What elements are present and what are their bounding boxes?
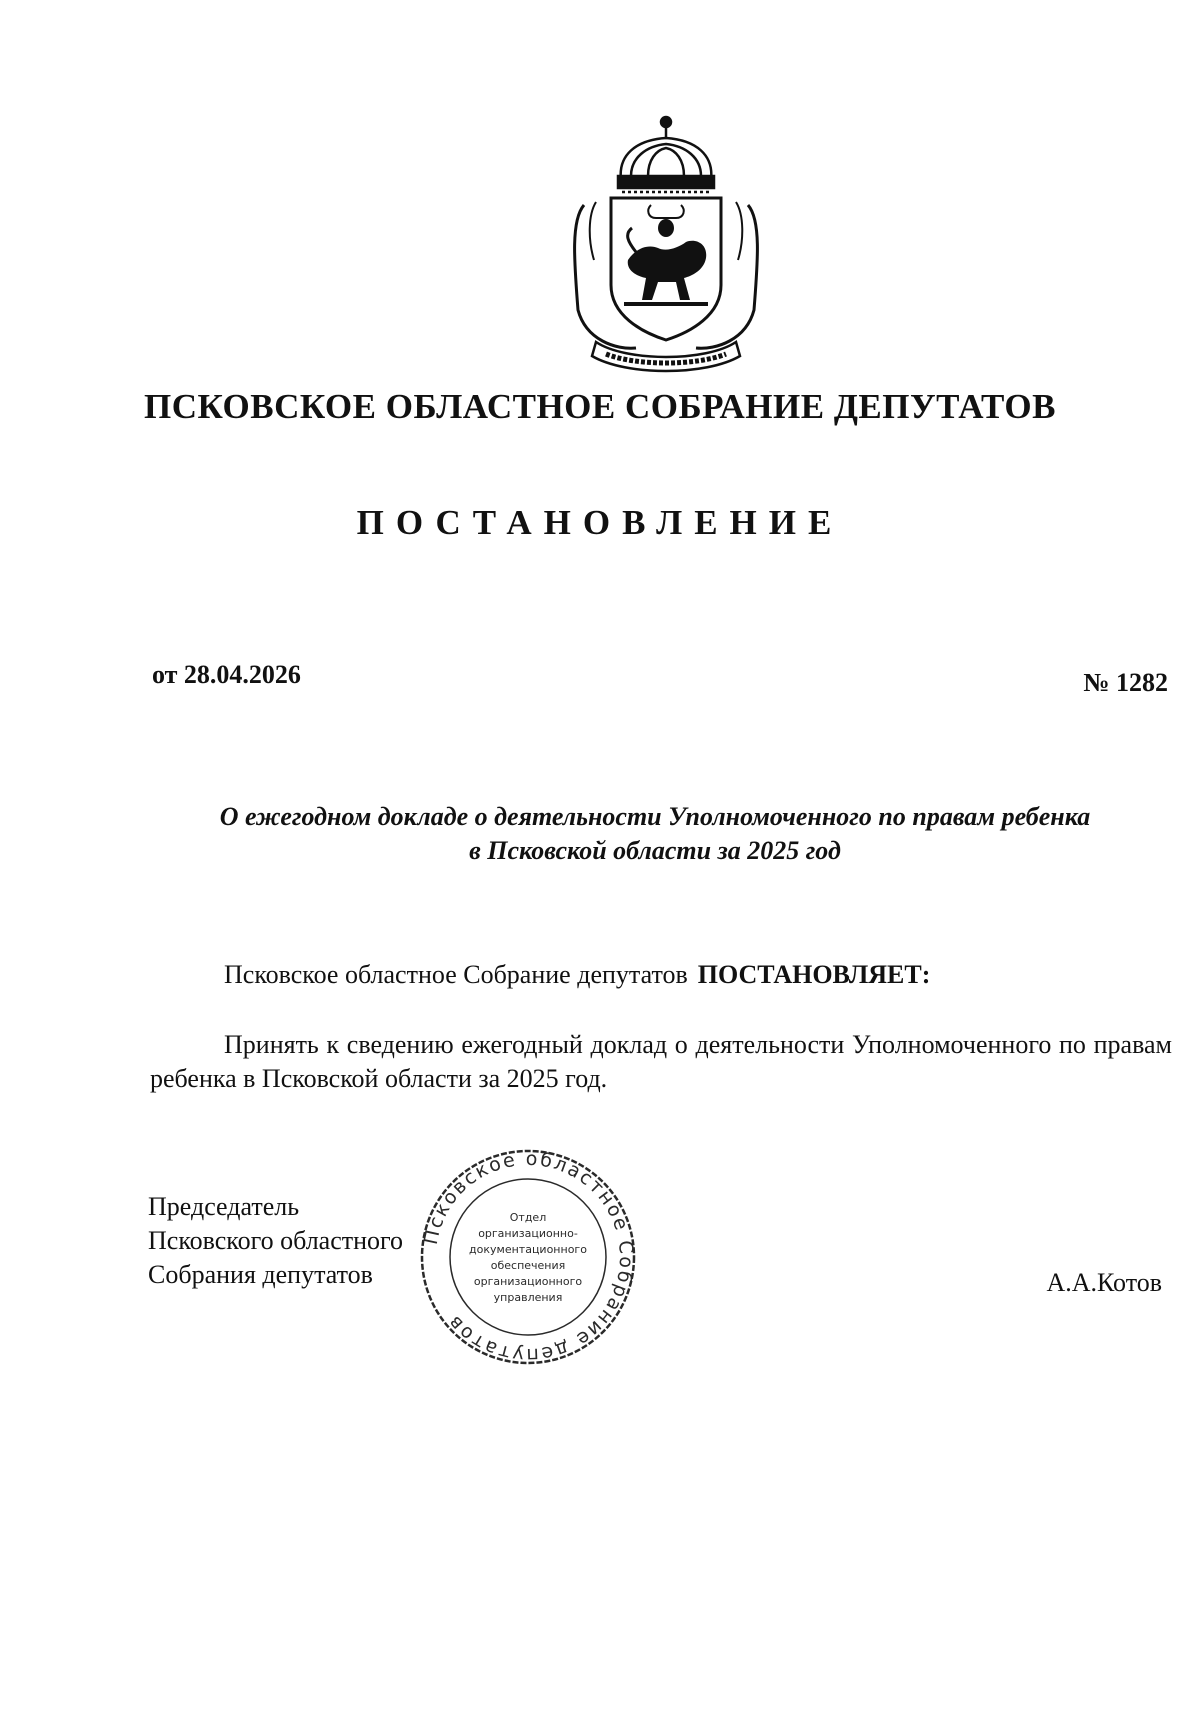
resolution-prefix: Псковское областное Собрание депутатов xyxy=(224,960,688,989)
resolution-statement xyxy=(224,960,930,990)
stamp-ring-text: Псковское областное Собрание депутатов xyxy=(419,1147,638,1367)
crown-icon xyxy=(618,117,714,192)
svg-text:Псковское областное Собрание д xyxy=(420,1148,637,1366)
shield-icon xyxy=(575,198,758,348)
stamp-inner-line-6: управления xyxy=(493,1291,563,1304)
stamp-inner-line-4: обеспечения xyxy=(490,1259,566,1272)
organization-title: ПСКОВСКОЕ ОБЛАСТНОЕ СОБРАНИЕ ДЕПУТАТОВ xyxy=(144,387,1056,426)
resolution-paragraph: Принять к сведению ежегодный доклад о деятельности Уполномоченного по правам ребенка в Псковской области за 2025 год. xyxy=(150,1030,1172,1093)
signatory-title-line-1: Председатель xyxy=(148,1192,300,1221)
signatory-name: А.А.Котов xyxy=(1046,1268,1162,1297)
stamp-inner-line-3: документационного xyxy=(469,1243,587,1256)
official-stamp xyxy=(418,1147,638,1367)
document-date: от 28.04.2026 xyxy=(152,660,301,689)
document-type-heading: ПОСТАНОВЛЕНИЕ xyxy=(356,503,844,542)
subject-line-2: в Псковской области за 2025 год xyxy=(469,836,841,865)
coat-of-arms-emblem xyxy=(566,110,766,380)
stamp-inner-line-1: Отдел xyxy=(509,1211,547,1224)
document-subject xyxy=(140,800,1170,868)
subject-line-1: О ежегодном докладе о деятельности Уполномоченного по правам ребенка xyxy=(219,802,1091,831)
signatory-title-line-2: Псковского областного xyxy=(148,1226,404,1255)
resolution-keyword: ПОСТАНОВЛЯЕТ: xyxy=(697,960,931,989)
signatory-title xyxy=(148,1190,403,1292)
document-number: № 1282 xyxy=(1083,668,1168,697)
signatory-title-line-3: Собрания депутатов xyxy=(148,1260,373,1289)
stamp-inner-line-5: организационного xyxy=(473,1275,583,1288)
stamp-inner-line-2: организационно- xyxy=(478,1227,578,1240)
